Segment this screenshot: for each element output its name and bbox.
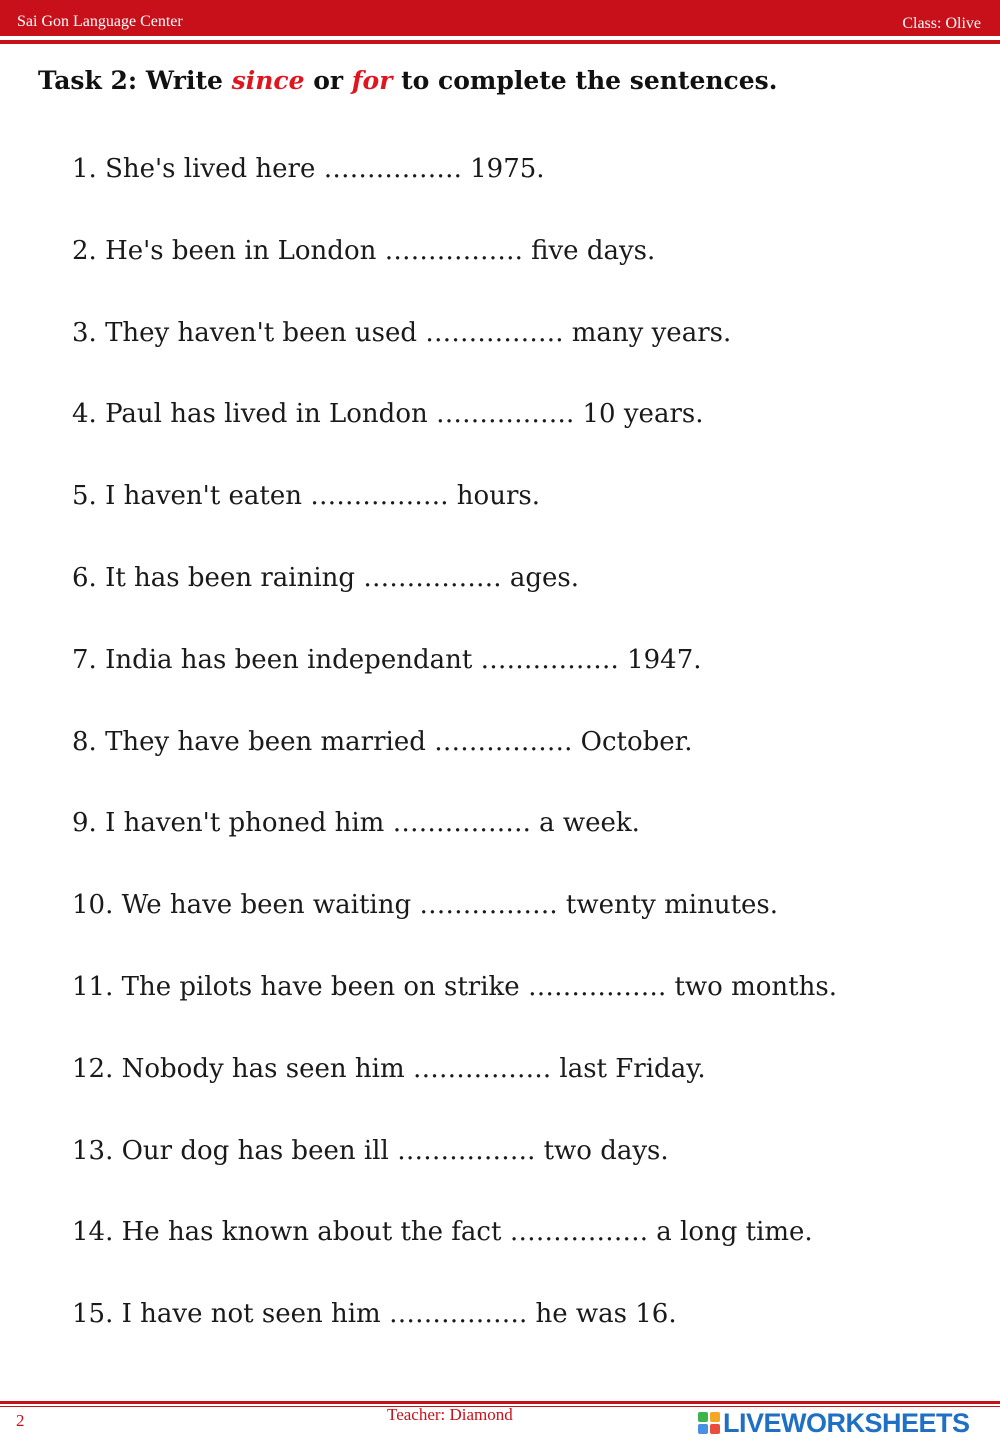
exercise-item: 8. They have been married ……………. October. [72, 726, 693, 757]
exercise-item: 3. They haven't been used ……………. many years. [72, 317, 732, 348]
keyword-since: since [231, 66, 305, 95]
task-title-prefix: Task 2: Write [38, 66, 232, 95]
exercise-item: 10. We have been waiting ……………. twenty minutes. [72, 890, 779, 921]
exercise-item: 14. He has known about the fact ……………. a long time. [72, 1217, 813, 1248]
task-title [38, 66, 777, 95]
exercise-item: 2. He's been in London ……………. five days. [72, 235, 656, 266]
teacher-name: Teacher: Diamond [387, 1405, 513, 1424]
footer-divider [0, 1401, 1000, 1404]
exercise-item: 9. I haven't phoned him ……………. a week. [72, 808, 640, 839]
exercise-item: 6. It has been raining ……………. ages. [72, 562, 579, 593]
class-label: Class: Olive [902, 15, 981, 32]
exercise-item: 1. She's lived here ……………. 1975. [72, 154, 545, 184]
liveworksheets-logo[interactable] [698, 1408, 970, 1438]
school-name: Sai Gon Language Center [17, 13, 183, 30]
exercise-item: 13. Our dog has been ill ……………. two days. [72, 1135, 669, 1166]
exercise-list [72, 150, 837, 1377]
task-title-suffix: to complete the sentences. [392, 66, 778, 95]
liveworksheets-logo-icon [698, 1412, 720, 1434]
task-title-middle: or [304, 66, 352, 95]
brand-name: LIVEWORKSHEETS [723, 1407, 970, 1438]
exercise-item: 7. India has been independant ……………. 1947. [72, 644, 702, 675]
exercise-item: 4. Paul has lived in London ……………. 10 years. [72, 399, 704, 430]
keyword-for: for [351, 66, 393, 95]
exercise-item: 12. Nobody has seen him ……………. last Friday. [72, 1053, 706, 1084]
header-bar [0, 0, 1000, 36]
exercise-item: 5. I haven't eaten ……………. hours. [72, 481, 540, 512]
exercise-item: 15. I have not seen him ……………. he was 16. [72, 1299, 677, 1330]
page-number: 2 [16, 1411, 25, 1430]
header-divider [0, 40, 1000, 44]
exercise-item: 11. The pilots have been on strike ……………. two months. [72, 971, 837, 1002]
